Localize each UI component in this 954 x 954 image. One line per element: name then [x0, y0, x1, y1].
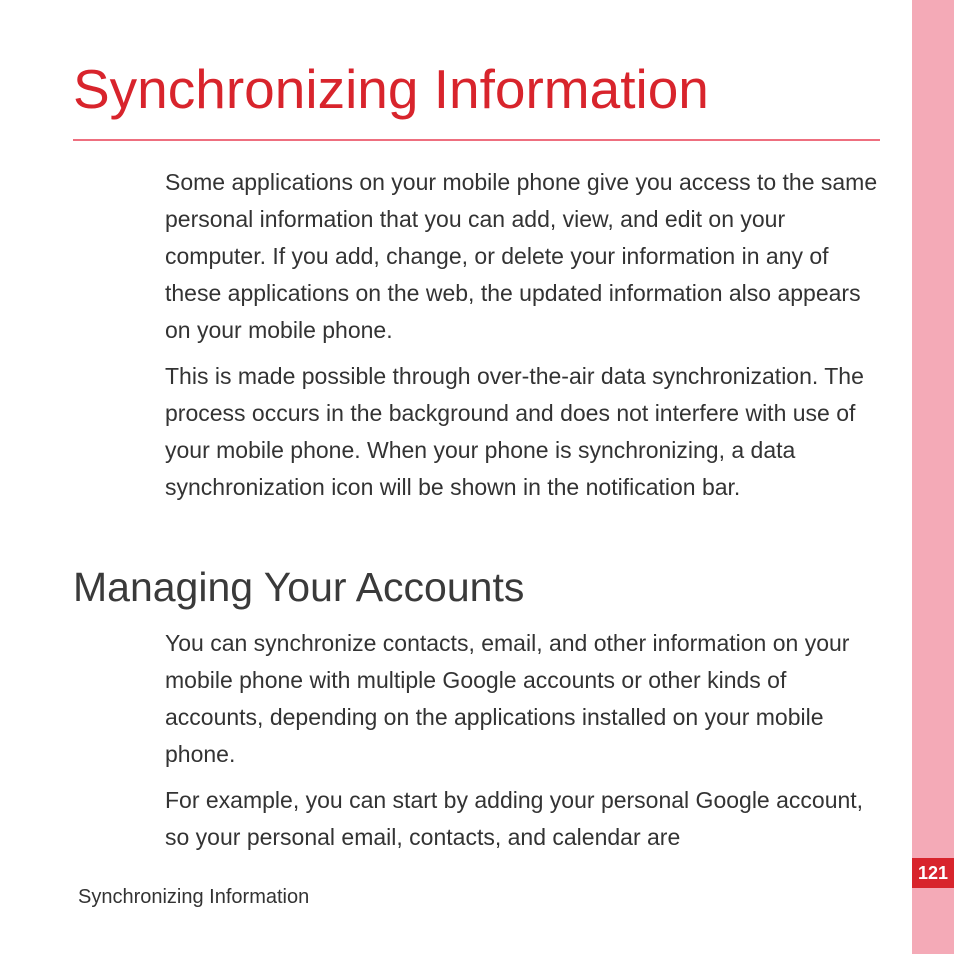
page-number: 121 [912, 858, 954, 888]
intro-paragraph-2: This is made possible through over-the-air data synchronization. The process occurs in the background and does not interfere with use of your mobile phone. When your phone is synchronizing, a data synchronization icon will be shown in the notification bar. [165, 363, 864, 500]
intro-paragraph-1: Some applications on your mobile phone give you access to the same personal information that you can add, view, and edit on your computer. If you add, change, or delete your information in any of these applications on the web, the updated information also appears on your mobile phone. [165, 169, 878, 343]
title-divider [73, 139, 880, 141]
accounts-paragraph-2: For example, you can start by adding your personal Google account, so your personal email, contacts, and calendar are [165, 787, 864, 850]
side-tab [912, 0, 954, 954]
page-title: Synchronizing Information [73, 58, 709, 120]
section-heading: Managing Your Accounts [73, 564, 525, 610]
footer-chapter-label: Synchronizing Information [78, 886, 310, 908]
accounts-paragraph-1: You can synchronize contacts, email, and other information on your mobile phone with multiple Google accounts or other kinds of accounts, depending on the applications installed on your mobile phone. [165, 630, 850, 767]
